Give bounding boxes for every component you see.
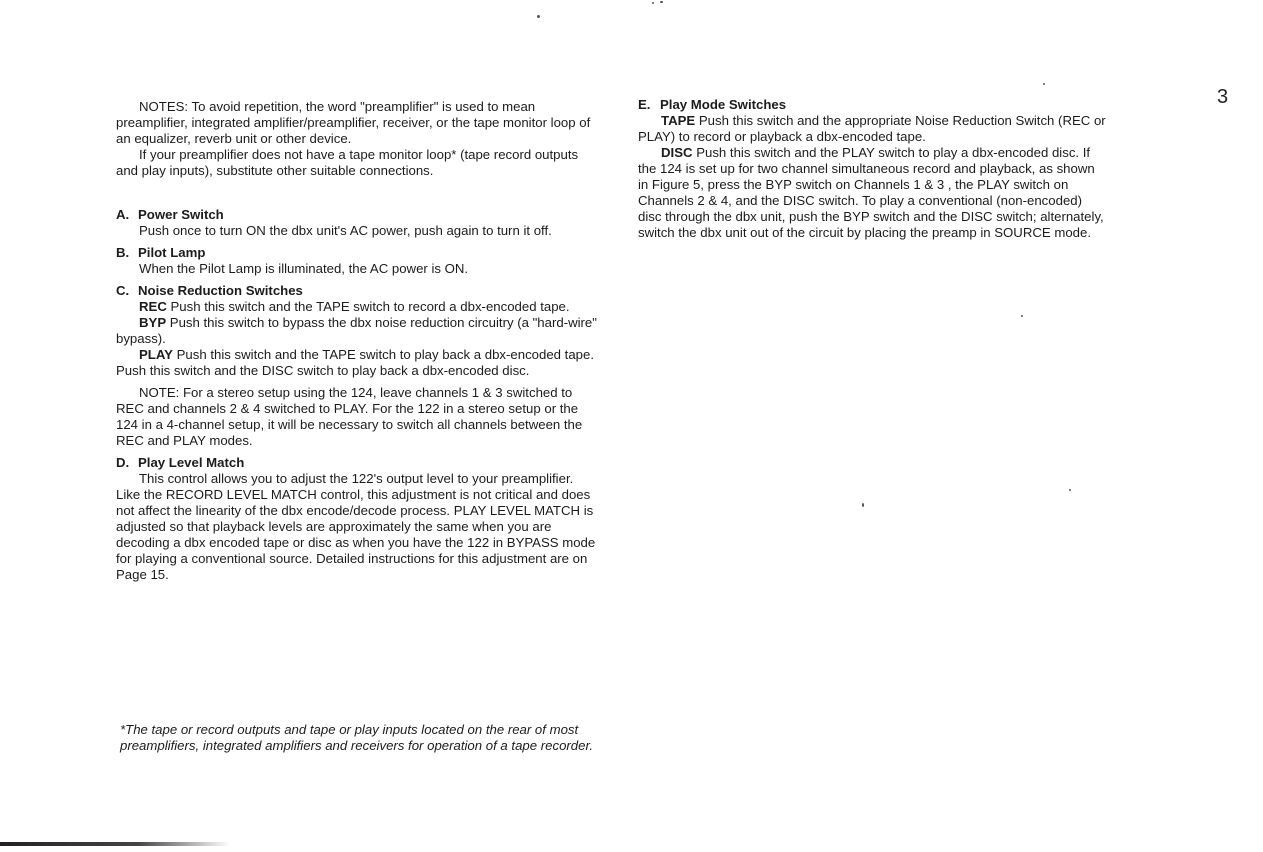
section-play-level-match — [116, 455, 598, 583]
section-power-switch — [116, 207, 598, 239]
rec-item — [116, 299, 598, 315]
right-column — [638, 97, 1108, 241]
play-text: Push this switch and the TAPE switch to play back a dbx-encoded tape. Push this switch and the DISC switch to play back a dbx-encoded disc. — [116, 347, 594, 378]
section-body: When the Pilot Lamp is illuminated, the AC power is ON. — [139, 261, 469, 276]
byp-item — [116, 315, 598, 347]
section-title: Play Mode Switches — [660, 97, 787, 112]
scan-speck — [862, 503, 864, 507]
left-column — [116, 99, 598, 583]
section-body: This control allows you to adjust the 122's output level to your preamplifier. Like the RECORD LEVEL MATCH control, this adjustment is not critical and does not affect the linearity of the dbx encode/decode process. PLAY LEVEL MATCH is adjusted so that playback levels are approximately the same when you are decoding a dbx encoded tape or disc as when you have the 122 in BYPASS mode for playing a conventional source. Detailed instructions for this adjustment are on Page 15. — [116, 471, 596, 582]
section-heading — [116, 455, 598, 471]
section-pilot-lamp — [116, 245, 598, 277]
byp-label: BYP — [139, 315, 167, 330]
byp-text: Push this switch to bypass the dbx noise reduction circuitry (a "hard-wire" bypass). — [116, 315, 597, 346]
scan-edge-mark — [0, 842, 230, 846]
play-item — [116, 347, 598, 379]
notes-paragraph: NOTES: To avoid repetition, the word "preamplifier" is used to mean preamplifier, integrated amplifier/preamplifier, receiver, or the tape monitor loop of an equalizer, reverb unit or other device. — [116, 99, 591, 146]
scan-speck — [652, 2, 654, 4]
section-heading — [116, 207, 598, 223]
tape-text: Push this switch and the appropriate Noise Reduction Switch (REC or PLAY) to record or playback a dbx-encoded tape. — [638, 113, 1106, 144]
tape-monitor-paragraph: If your preamplifier does not have a tape monitor loop* (tape record outputs and play inputs), substitute other suitable connections. — [116, 147, 579, 178]
scan-speck — [1069, 489, 1071, 491]
disc-item — [638, 145, 1108, 241]
section-body: Push once to turn ON the dbx unit's AC power, push again to turn it off. — [139, 223, 552, 238]
section-letter: D. — [116, 455, 130, 470]
scan-speck — [660, 1, 663, 3]
section-title: Power Switch — [138, 207, 224, 222]
section-title: Noise Reduction Switches — [138, 283, 303, 298]
section-letter: B. — [116, 245, 130, 260]
stereo-setup-note: NOTE: For a stereo setup using the 124, leave channels 1 & 3 switched to REC and channels 2 & 4 switched to PLAY. For the 122 in a stereo setup or the 124 in a 4-channel setup, it will be necessary to switch all channels between the REC and PLAY modes. — [116, 385, 583, 448]
rec-text: Push this switch and the TAPE switch to record a dbx-encoded tape. — [170, 299, 570, 314]
footnote: *The tape or record outputs and tape or play inputs located on the rear of most preamplifiers, integrated amplifiers and receivers for operation of a tape recorder. — [120, 722, 594, 753]
section-letter: A. — [116, 207, 130, 222]
play-label: PLAY — [139, 347, 173, 362]
page-number: 3 — [1217, 86, 1229, 108]
section-heading — [116, 245, 598, 261]
tape-item — [638, 113, 1108, 145]
section-heading — [116, 283, 598, 299]
section-title: Pilot Lamp — [138, 245, 206, 260]
section-title: Play Level Match — [138, 455, 245, 470]
scan-speck — [1043, 83, 1045, 85]
section-noise-reduction-switches — [116, 283, 598, 449]
tape-label: TAPE — [661, 113, 696, 128]
disc-label: DISC — [661, 145, 693, 160]
disc-text: Push this switch and the PLAY switch to play a dbx-encoded disc. If the 124 is set up for two channel simultaneous record and playback, as shown in Figure 5, press the BYP switch on Channels 1 & 3 , the PLAY switch on Channels 2 & 4, and the DISC switch. To play a conventional (non-encoded) disc through the dbx unit, push the BYP switch and the DISC switch; alternately, switch the dbx unit out of the circuit by placing the preamp in SOURCE mode. — [638, 145, 1104, 240]
rec-label: REC — [139, 299, 167, 314]
scan-speck — [537, 15, 540, 18]
section-letter: C. — [116, 283, 130, 298]
section-play-mode-switches — [638, 97, 1108, 241]
section-letter: E. — [638, 97, 651, 112]
section-heading — [638, 97, 1108, 113]
scan-speck — [1021, 315, 1023, 317]
